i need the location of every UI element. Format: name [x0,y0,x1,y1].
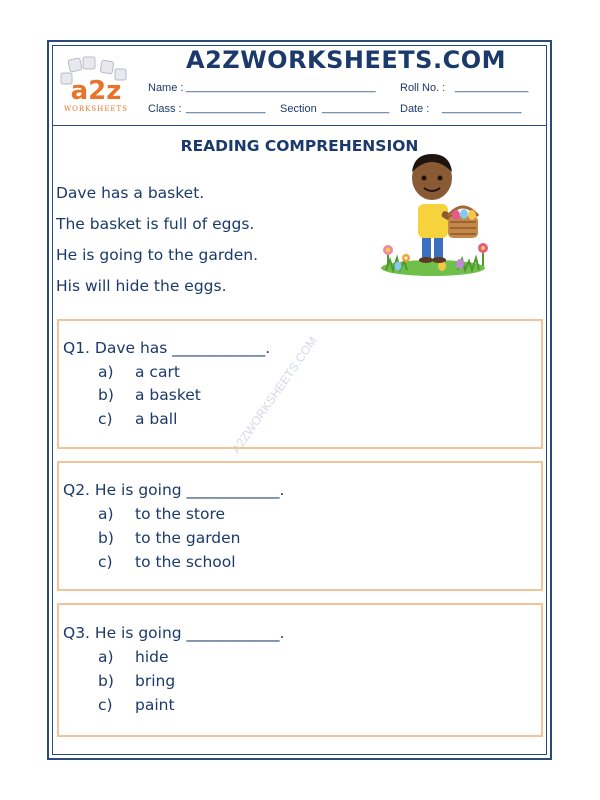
logo-tagline: WORKSHEETS [63,105,129,113]
worksheet-title: READING COMPREHENSION [180,137,419,155]
class-label: Class : [148,103,182,115]
option-letter: c) [98,410,113,428]
option-letter: a) [98,648,114,666]
name-label: Name : [148,82,184,94]
roll-label: Roll No. : [400,82,446,94]
option-text[interactable]: to the garden [135,529,241,547]
story-line: His will hide the eggs. [56,277,227,295]
question-prompt: Q2. He is going ____________. [63,481,285,499]
option-text[interactable]: hide [135,648,169,666]
story-line: Dave has a basket. [56,184,205,202]
option-text[interactable]: to the school [135,553,236,571]
header-divider [52,125,547,126]
option-letter: b) [98,529,114,547]
boy-with-basket-illustration [378,150,496,282]
option-letter: b) [98,672,114,690]
date-label: Date : [400,103,430,115]
option-letter: c) [98,553,113,571]
name-blank[interactable]: _______________________________ [186,81,376,93]
watermark: A2ZWORKSHEETS.COM [228,334,320,456]
date-blank[interactable]: _____________ [442,102,522,114]
a2z-logo [55,55,137,117]
section-blank[interactable]: ___________ [322,102,390,114]
option-letter: b) [98,386,114,404]
option-text[interactable]: paint [135,696,175,714]
option-text[interactable]: bring [135,672,176,690]
section-label: Section [280,103,317,115]
story-line: The basket is full of eggs. [56,215,255,233]
option-text[interactable]: to the store [135,505,226,523]
class-blank[interactable]: _____________ [186,102,266,114]
option-text[interactable]: a ball [135,410,178,428]
logo-text: a2z [70,76,122,106]
roll-blank[interactable]: ____________ [455,81,529,93]
option-letter: a) [98,505,114,523]
question-prompt: Q3. He is going ____________. [63,624,285,642]
option-text[interactable]: a basket [135,386,201,404]
site-title: A2ZWORKSHEETS.COM [186,46,506,74]
story-line: He is going to the garden. [56,246,259,264]
option-letter: a) [98,363,114,381]
question-prompt: Q1. Dave has ____________. [63,339,271,357]
option-text[interactable]: a cart [135,363,180,381]
option-letter: c) [98,696,113,714]
